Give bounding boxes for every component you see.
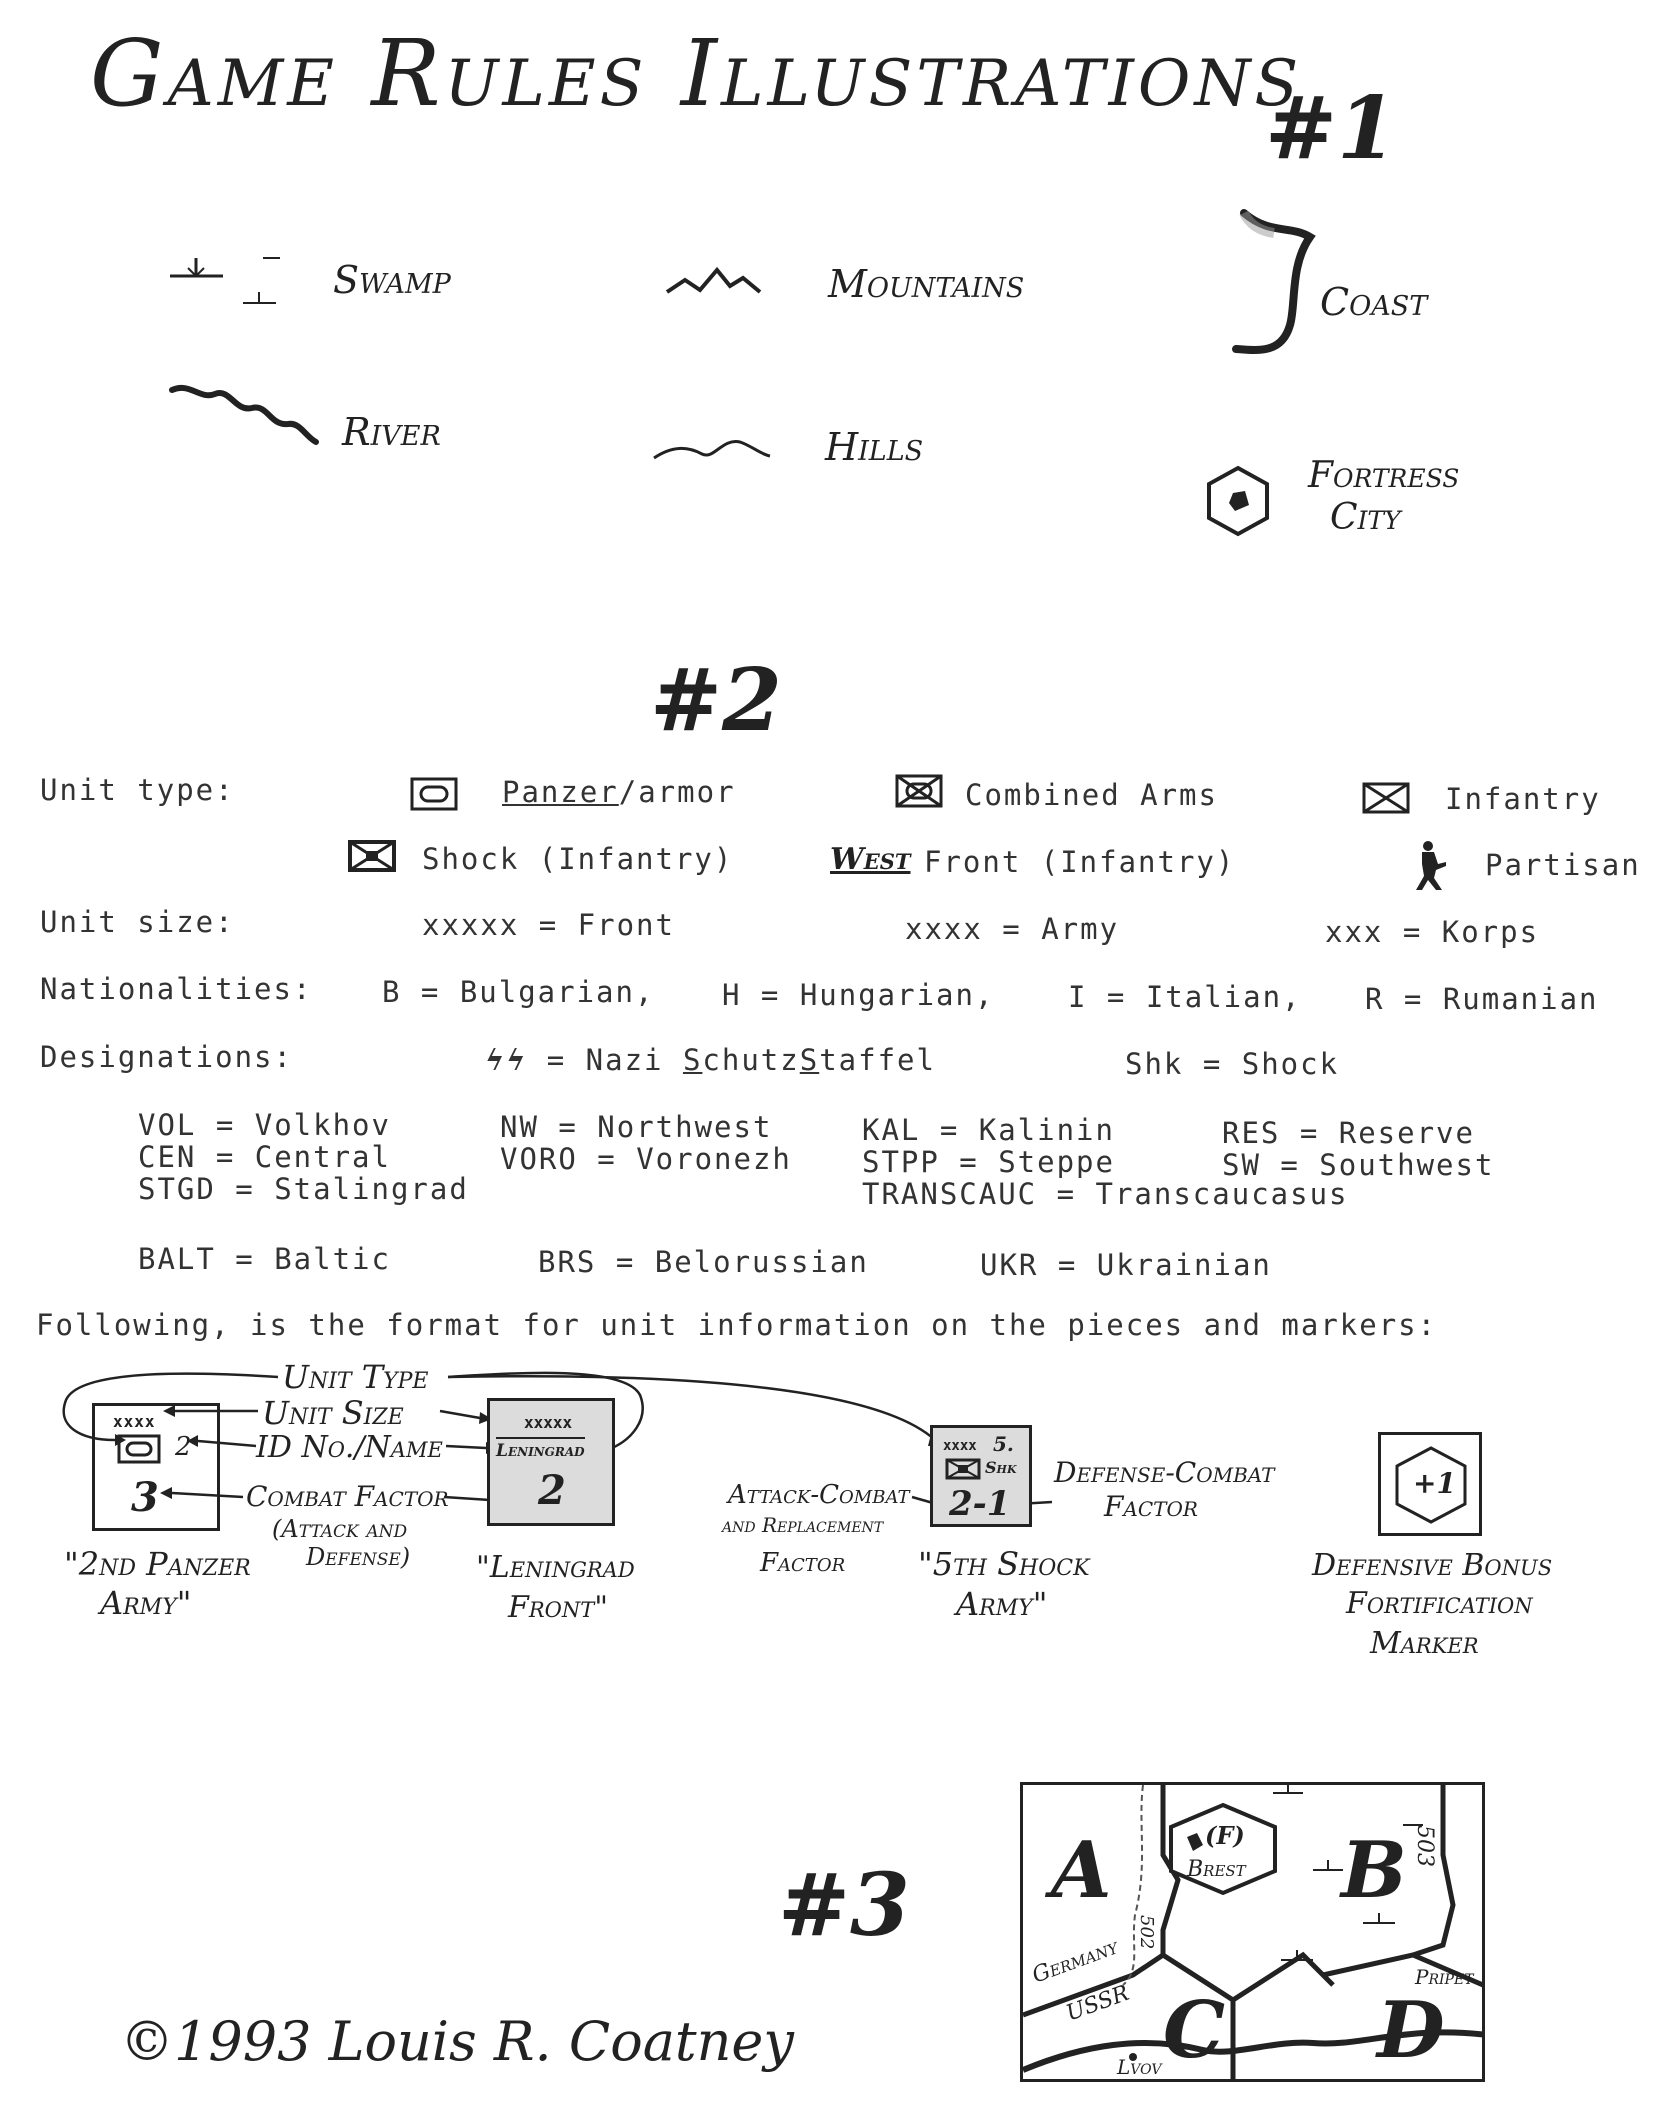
counter-panzer-id: 2	[175, 1432, 192, 1462]
nationality-bulgarian: B = Bulgarian,	[382, 975, 655, 1009]
map-label-pripet: Pripet	[1415, 1965, 1474, 1989]
fortification-value: +1	[1413, 1467, 1456, 1500]
designation-shock: Shk = Shock	[1125, 1047, 1340, 1081]
ss-chutz: chutz	[702, 1043, 800, 1077]
map-hex-number-502: 502	[1136, 1915, 1157, 1950]
hex-label-a: A	[1051, 1825, 1112, 1916]
ss-s1: S	[682, 1043, 703, 1077]
terrain-label-river: River	[342, 410, 441, 454]
front-vol: VOL = Volkhov	[138, 1108, 391, 1142]
format-intro: Following, is the format for unit information on the pieces and markers:	[36, 1308, 1438, 1342]
caption-leningrad-1: "Leningrad	[476, 1550, 635, 1585]
fortification-marker	[1378, 1432, 1482, 1536]
counter-panzer-combat: 3	[131, 1474, 159, 1521]
counter-panzer-symbol-icon	[117, 1434, 161, 1464]
nationality-hungarian: H = Hungarian,	[722, 978, 995, 1012]
front-nw: NW = Northwest	[500, 1110, 773, 1144]
counter-leningrad-name: Leningrad	[496, 1437, 585, 1461]
callout-unit-size: Unit Size	[262, 1394, 404, 1432]
section-3-number: #3	[778, 1855, 910, 1956]
ss-taffel: taffel	[819, 1043, 936, 1077]
front-stpp: STPP = Steppe	[862, 1145, 1115, 1179]
counter-shock-symbol-icon	[945, 1458, 981, 1480]
ss-runes-icon: ϟϟ	[485, 1043, 528, 1077]
callout-factor: Factor	[760, 1548, 846, 1578]
callout-combat-factor: Combat Factor	[246, 1480, 449, 1513]
counter-shock-id: 5.	[993, 1432, 1014, 1456]
unit-size-label: Unit size:	[40, 905, 235, 939]
counter-shock-combat: 2-1	[949, 1484, 1011, 1524]
map-label-ussr: USSR	[1063, 1980, 1133, 2027]
designations-label: Designations:	[40, 1040, 293, 1074]
callout-id-name: ID No./Name	[256, 1430, 443, 1465]
hex-map	[1020, 1782, 1485, 2082]
caption-fort-2: Fortification	[1346, 1586, 1533, 1621]
callout-attack-combat: Attack-Combat	[728, 1480, 910, 1510]
caption-panzer-2: Army"	[100, 1584, 192, 1622]
terrain-label-fortress: Fortress	[1308, 455, 1460, 496]
front-balt: BALT = Baltic	[138, 1242, 391, 1276]
callout-attack-defense-2: Defense)	[306, 1543, 411, 1571]
counter-leningrad-front	[487, 1398, 615, 1526]
ss-s2: S	[799, 1043, 820, 1077]
caption-panzer-1: "2nd Panzer	[64, 1545, 251, 1583]
map-hex-number-503: 503	[1412, 1825, 1437, 1867]
unit-size-korps: xxx = Korps	[1325, 915, 1540, 949]
unit-size-army: xxxx = Army	[905, 912, 1120, 946]
counter-panzer-army	[92, 1403, 220, 1531]
section-1-number: #1	[1265, 78, 1397, 179]
map-fortress-tag: (F)	[1205, 1821, 1245, 1850]
copyright: ©1993 Louis R. Coatney	[120, 2010, 794, 2073]
callout-defense-factor: Factor	[1104, 1490, 1198, 1523]
front-symbol-west: West	[830, 842, 911, 877]
front-ukr: UKR = Ukrainian	[980, 1248, 1272, 1282]
unit-type-front: Front (Infantry)	[924, 845, 1236, 879]
caption-fort-1: Defensive Bonus	[1312, 1548, 1553, 1583]
front-stgd: STGD = Stalingrad	[138, 1172, 469, 1206]
terrain-label-swamp: Swamp	[333, 258, 451, 302]
unit-type-combined-arms: Combined Arms	[965, 778, 1218, 812]
counter-leningrad-combat: 2	[538, 1467, 566, 1514]
counter-shock-size: xxxx	[943, 1438, 977, 1454]
unit-size-front: xxxxx = Front	[422, 908, 675, 942]
unit-type-partisan: Partisan	[1485, 848, 1641, 882]
counter-leningrad-size: xxxxx	[524, 1413, 573, 1432]
unit-type-infantry: Infantry	[1445, 782, 1601, 816]
hex-label-b: B	[1341, 1825, 1407, 1916]
unit-type-shock: Shock (Infantry)	[422, 842, 734, 876]
unit-type-label: Unit type:	[40, 773, 235, 807]
front-transcauc: TRANSCAUC = Transcaucasus	[862, 1177, 1349, 1211]
front-sw: SW = Southwest	[1222, 1148, 1495, 1182]
hex-label-d: D	[1377, 1985, 1445, 2076]
nationality-italian: I = Italian,	[1068, 980, 1302, 1014]
counter-shock-army	[930, 1425, 1032, 1527]
front-voro: VORO = Voronezh	[500, 1142, 792, 1176]
terrain-label-mountains: Mountains	[828, 262, 1025, 306]
callout-attack-defense: (Attack and	[272, 1515, 408, 1543]
page-title: Game Rules Illustrations	[90, 20, 1303, 127]
front-brs: BRS = Belorussian	[538, 1245, 869, 1279]
counter-panzer-size: xxxx	[113, 1412, 156, 1431]
caption-shock-2: Army"	[956, 1585, 1048, 1623]
hex-label-c: C	[1163, 1985, 1226, 2076]
callout-unit-type: Unit Type	[282, 1358, 429, 1396]
callout-defense-combat: Defense-Combat	[1054, 1456, 1275, 1489]
map-label-lvov: Lvov	[1117, 2055, 1162, 2079]
front-kal: KAL = Kalinin	[862, 1113, 1115, 1147]
section-2-number: #2	[650, 650, 782, 751]
map-city-brest: Brest	[1187, 1857, 1246, 1882]
map-label-germany: Germany	[1029, 1934, 1122, 1989]
counter-shock-type: Shk	[985, 1458, 1017, 1477]
terrain-label-hills: Hills	[825, 425, 924, 469]
terrain-label-city: City	[1330, 497, 1401, 538]
callout-and-replacement: and Replacement	[722, 1513, 884, 1537]
nationalities-label: Nationalities:	[40, 972, 313, 1006]
caption-shock-1: "5th Shock	[918, 1545, 1090, 1583]
panzer-armor-suffix: /armor	[618, 775, 736, 809]
panzer-underlined: Panzer	[502, 775, 619, 809]
ss-eq: = Nazi	[546, 1043, 683, 1077]
nationality-rumanian: R = Rumanian	[1365, 982, 1599, 1016]
front-cen: CEN = Central	[138, 1140, 391, 1174]
caption-fort-3: Marker	[1370, 1626, 1479, 1661]
terrain-label-coast: Coast	[1320, 280, 1428, 324]
caption-leningrad-2: Front"	[508, 1590, 609, 1625]
front-res: RES = Reserve	[1222, 1116, 1475, 1150]
